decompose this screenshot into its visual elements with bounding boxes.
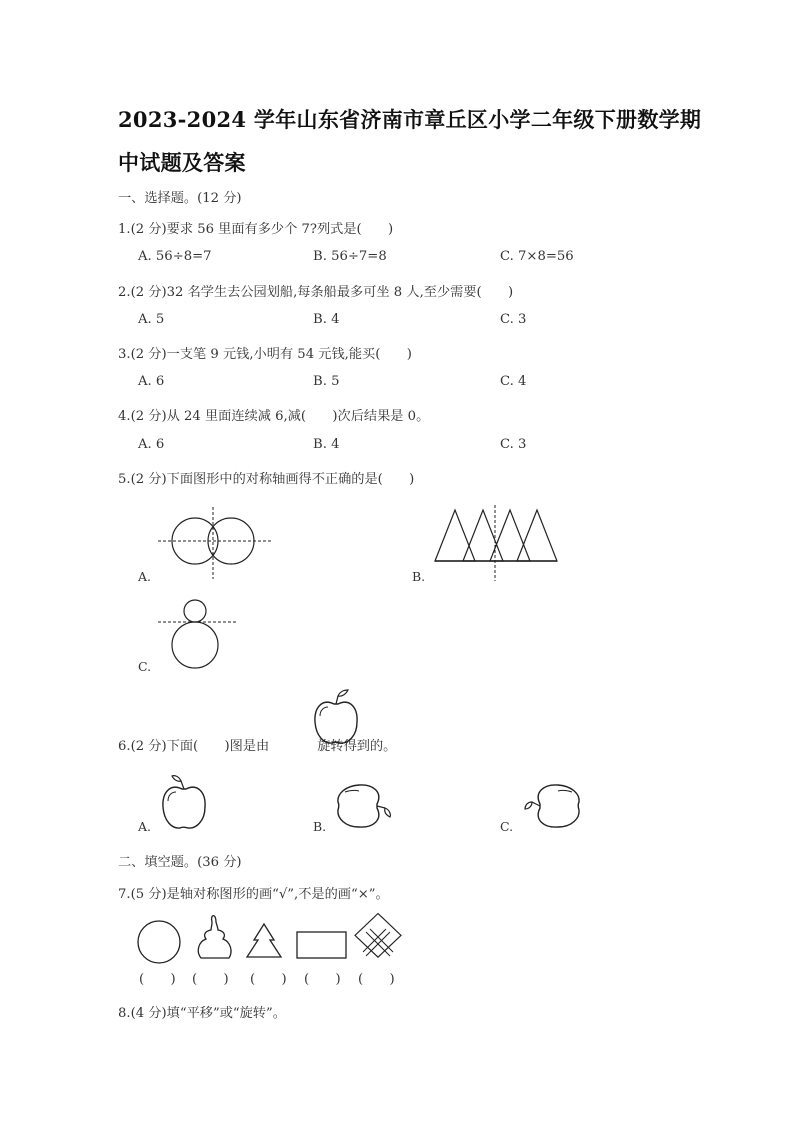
page-title-line1: 2023-2024 学年山东省济南市章丘区小学二年级下册数学期 — [118, 107, 702, 132]
diamond-pattern-shape-icon — [355, 914, 401, 958]
q5-option-c: C. — [138, 659, 152, 674]
question-2: 2.(2 分)32 名学生去公园划船,每条船最多可坐 8 人,至少需要( ) — [118, 285, 514, 300]
q4-option-a: A. 6 — [138, 437, 165, 452]
q1-option-b: B. 56÷7=8 — [313, 249, 387, 264]
q2-option-b: B. 4 — [313, 312, 340, 327]
section1-heading: 一、选择题。(12 分) — [118, 191, 242, 206]
section2-heading: 二、填空题。(36 分) — [118, 855, 242, 870]
question-8: 8.(4 分)填“平移”或“旋转”。 — [118, 1006, 286, 1021]
q5-figure-a-circles — [155, 505, 275, 580]
question-5: 5.(2 分)下面图形中的对称轴画得不正确的是( ) — [118, 472, 415, 487]
q3-option-a: A. 6 — [138, 374, 165, 389]
q7-blank-1[interactable]: ( ) — [139, 972, 176, 987]
q7-blank-5[interactable]: ( ) — [358, 972, 395, 987]
q6-option-b-apple-icon — [333, 782, 395, 832]
q2-option-c: C. 3 — [500, 312, 527, 327]
q6-option-a-apple-icon — [160, 773, 208, 833]
q5-option-b: B. — [412, 569, 426, 584]
rectangle-shape-icon — [297, 932, 346, 958]
q6-text-after: 旋转得到的。 — [317, 739, 397, 754]
q1-option-a: A. 56÷8=7 — [138, 249, 212, 264]
question-7: 7.(5 分)是轴对称图形的画“√”,不是的画“×”。 — [118, 887, 389, 902]
q1-option-c: C. 7×8=56 — [500, 249, 574, 264]
q2-option-a: A. 5 — [138, 312, 165, 327]
gourd-shape-icon — [198, 916, 231, 958]
q7-blank-4[interactable]: ( ) — [304, 972, 341, 987]
q6-option-c-apple-icon — [522, 782, 584, 832]
tree-shape-icon — [247, 924, 281, 957]
q4-option-b: B. 4 — [313, 437, 340, 452]
q6-option-c: C. — [500, 819, 514, 834]
circle-shape-icon — [138, 921, 180, 963]
q6-reference-apple-icon — [312, 688, 360, 748]
q6-text-before: 6.(2 分)下面( )图是由 — [118, 739, 270, 754]
page-title-line2: 中试题及答案 — [118, 150, 246, 175]
question-1: 1.(2 分)要求 56 里面有多少个 7?列式是( ) — [118, 222, 394, 237]
question-4: 4.(2 分)从 24 里面连续减 6,减( )次后结果是 0。 — [118, 409, 430, 424]
q3-option-b: B. 5 — [313, 374, 340, 389]
q5-figure-b-triangles — [430, 505, 562, 583]
q3-option-c: C. 4 — [500, 374, 527, 389]
question-3: 3.(2 分)一支笔 9 元钱,小明有 54 元钱,能买( ) — [118, 347, 412, 362]
q7-blank-2[interactable]: ( ) — [192, 972, 229, 987]
q4-option-c: C. 3 — [500, 437, 527, 452]
q5-option-a: A. — [138, 569, 152, 584]
q6-option-b: B. — [313, 819, 327, 834]
q7-shapes-row — [136, 912, 411, 967]
q6-option-a: A. — [138, 819, 152, 834]
q5-figure-c-snowman — [155, 597, 240, 672]
q7-blank-3[interactable]: ( ) — [250, 972, 287, 987]
